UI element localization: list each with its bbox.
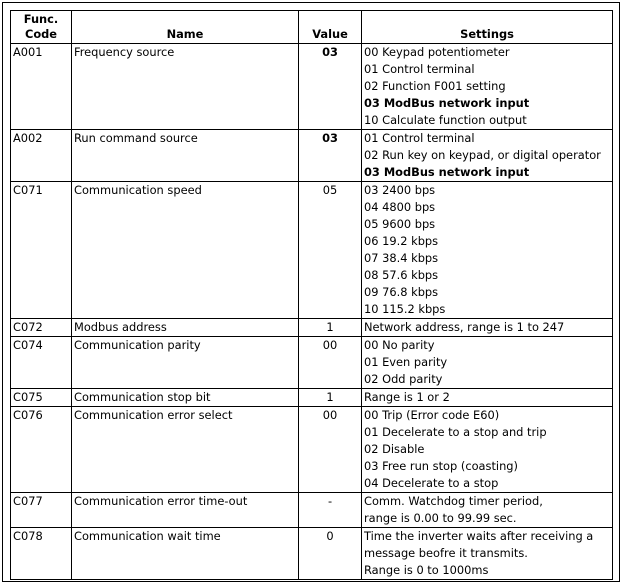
setting-option: Time the inverter waits after receiving a — [364, 529, 594, 543]
setting-option: 02 Disable — [364, 442, 425, 456]
value-cell — [299, 130, 362, 182]
setting-option: 01 Control terminal — [364, 131, 475, 145]
setting-option: 10 Calculate function output — [364, 113, 527, 127]
parameter-table — [10, 10, 613, 580]
func-code-cell — [11, 182, 72, 319]
setting-option: 00 Trip (Error code E60) — [364, 408, 500, 422]
setting-option: 00 Keypad potentiometer — [364, 45, 510, 59]
table-body — [11, 44, 613, 580]
parameter-name: Communication wait time — [74, 529, 221, 543]
setting-option: 03 ModBus network input — [364, 96, 530, 110]
table-row — [11, 130, 613, 182]
setting-option: 03 2400 bps — [364, 183, 436, 197]
settings-cell — [362, 389, 613, 407]
settings-cell — [362, 319, 613, 337]
setting-option: range is 0.00 to 99.99 sec. — [364, 511, 517, 525]
setting-option: 02 Run key on keypad, or digital operator — [364, 148, 601, 162]
setting-option: 01 Even parity — [364, 355, 448, 369]
func-code-cell — [11, 130, 72, 182]
header-row — [11, 11, 613, 44]
func-code: C074 — [13, 338, 43, 352]
parameter-name: Communication error time-out — [74, 494, 248, 508]
setting-option: Comm. Watchdog timer period, — [364, 494, 543, 508]
func-code: C077 — [13, 494, 43, 508]
value-cell — [299, 493, 362, 528]
header-settings: Settings — [362, 11, 613, 44]
parameter-name: Communication speed — [74, 183, 202, 197]
header-func-code — [11, 11, 72, 44]
value-cell — [299, 407, 362, 493]
func-code: A001 — [13, 45, 43, 59]
name-cell — [72, 182, 299, 319]
func-code: A002 — [13, 131, 43, 145]
setting-option: 03 Free run stop (coasting) — [364, 459, 518, 473]
setting-option: 02 Function F001 setting — [364, 79, 506, 93]
func-code-cell — [11, 407, 72, 493]
setting-option: Range is 0 to 1000ms — [364, 563, 489, 577]
table-row — [11, 493, 613, 528]
settings-cell — [362, 130, 613, 182]
header-func-code-line1: Func. — [23, 12, 59, 26]
parameter-value: 03 — [322, 131, 338, 145]
settings-cell — [362, 337, 613, 389]
name-cell — [72, 493, 299, 528]
func-code: C076 — [13, 408, 43, 422]
parameter-value: 0 — [326, 529, 334, 543]
parameter-value: 03 — [322, 45, 338, 59]
settings-cell — [362, 182, 613, 319]
setting-option: 04 Decelerate to a stop — [364, 476, 499, 490]
name-cell — [72, 407, 299, 493]
parameter-name: Communication stop bit — [74, 390, 211, 404]
name-cell — [72, 319, 299, 337]
value-cell — [299, 389, 362, 407]
value-cell — [299, 528, 362, 580]
table-row — [11, 182, 613, 319]
setting-option: 07 38.4 kbps — [364, 251, 439, 265]
document-frame — [2, 2, 620, 582]
value-cell — [299, 319, 362, 337]
func-code-cell — [11, 337, 72, 389]
func-code-cell — [11, 493, 72, 528]
settings-cell — [362, 407, 613, 493]
table-row — [11, 319, 613, 337]
settings-cell — [362, 44, 613, 130]
header-name: Name — [72, 11, 299, 44]
func-code-cell — [11, 389, 72, 407]
setting-option: 06 19.2 kbps — [364, 234, 439, 248]
setting-option: 02 Odd parity — [364, 372, 443, 386]
name-cell — [72, 130, 299, 182]
func-code-cell — [11, 44, 72, 130]
setting-option: 04 4800 bps — [364, 200, 436, 214]
table-row — [11, 389, 613, 407]
parameter-name: Run command source — [74, 131, 198, 145]
setting-option: 08 57.6 kbps — [364, 268, 439, 282]
settings-cell — [362, 528, 613, 580]
table-row — [11, 337, 613, 389]
func-code-cell — [11, 528, 72, 580]
name-cell — [72, 528, 299, 580]
parameter-name: Communication error select — [74, 408, 233, 422]
setting-option: 00 No parity — [364, 338, 435, 352]
value-cell — [299, 182, 362, 319]
table-row — [11, 528, 613, 580]
setting-option: message beofre it transmits. — [364, 546, 528, 560]
func-code: C078 — [13, 529, 43, 543]
func-code: C075 — [13, 390, 43, 404]
parameter-name: Communication parity — [74, 338, 201, 352]
table-row — [11, 44, 613, 130]
setting-option: 05 9600 bps — [364, 217, 436, 231]
setting-option: Range is 1 or 2 — [364, 390, 450, 404]
parameter-value: 00 — [322, 408, 338, 422]
setting-option: 03 ModBus network input — [364, 165, 530, 179]
parameter-name: Modbus address — [74, 320, 167, 334]
setting-option: 01 Control terminal — [364, 62, 475, 76]
value-cell — [299, 337, 362, 389]
settings-cell — [362, 493, 613, 528]
setting-option: Network address, range is 1 to 247 — [364, 320, 565, 334]
parameter-name: Frequency source — [74, 45, 175, 59]
header-value: Value — [299, 11, 362, 44]
name-cell — [72, 337, 299, 389]
value-cell — [299, 44, 362, 130]
parameter-value: - — [327, 494, 333, 508]
setting-option: 09 76.8 kbps — [364, 285, 439, 299]
name-cell — [72, 44, 299, 130]
func-code: C071 — [13, 183, 43, 197]
parameter-value: 00 — [322, 338, 338, 352]
parameter-value: 1 — [326, 320, 334, 334]
parameter-value: 05 — [322, 183, 338, 197]
table-row — [11, 407, 613, 493]
name-cell — [72, 389, 299, 407]
header-func-code-line2: Code — [24, 27, 58, 41]
func-code-cell — [11, 319, 72, 337]
setting-option: 01 Decelerate to a stop and trip — [364, 425, 547, 439]
parameter-value: 1 — [326, 390, 334, 404]
setting-option: 10 115.2 kbps — [364, 302, 446, 316]
func-code: C072 — [13, 320, 43, 334]
